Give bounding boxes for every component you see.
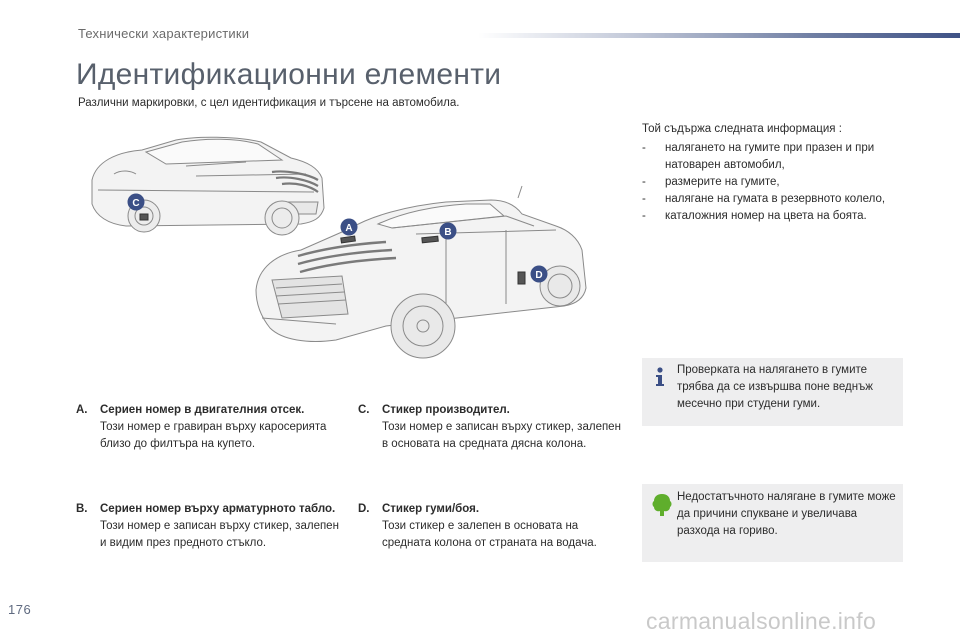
item-letter: A. xyxy=(76,404,88,416)
info-item: - наляганeто на гумите при празен и при натоварен автомобил, xyxy=(642,142,875,171)
marker-c xyxy=(128,194,145,211)
info-intro: Той съдържа следната информация : xyxy=(642,123,842,135)
item-title: Стикер гуми/боя. xyxy=(382,503,480,515)
page-title: Идентификационни елементи xyxy=(76,58,502,91)
section-title: Технически характеристики xyxy=(78,26,250,41)
info-item-text: каталожния номер на цвета на боята. xyxy=(665,210,867,222)
svg-text:C: C xyxy=(132,198,140,209)
info-icon xyxy=(651,366,669,388)
marker-a xyxy=(341,219,358,236)
item-text: Този стикер е залепен в основата на средната колона от страната на водача. xyxy=(382,520,597,549)
info-list xyxy=(642,121,912,225)
car-illustration xyxy=(86,118,606,388)
marker-b xyxy=(440,223,457,240)
item-text: Този номер е записан върху стикер, залепен в основата на средната дясна колона. xyxy=(382,421,621,450)
item-title: Сериен номер в двигателния отсек. xyxy=(100,404,305,416)
item-letter: C. xyxy=(358,404,370,416)
marker-d xyxy=(531,266,548,283)
item-letter: B. xyxy=(76,503,88,515)
header-bar xyxy=(478,33,960,38)
item-text: Този номер е гравиран върху каросерията близо до филтъра на купето. xyxy=(100,421,327,450)
info-item: - налягане на гумата в резервното колело, xyxy=(642,193,886,205)
eco-text: Недостатъчното налягане в гумите може да причини спукване и увеличава разхода на гориво. xyxy=(677,491,896,537)
item-title: Сериен номер върху арматурното табло. xyxy=(100,503,336,515)
item-letter: D. xyxy=(358,503,370,515)
tree-icon xyxy=(651,492,673,518)
eco-note xyxy=(642,484,903,562)
info-item: - каталожния номер на цвета на боята. xyxy=(642,210,867,222)
info-item-text: налягане на гумата в резервното колело, xyxy=(665,193,886,205)
page-subtitle: Различни маркировки, с цел идентификация и търсене на автомобила. xyxy=(78,97,460,109)
svg-text:D: D xyxy=(535,270,543,281)
svg-text:A: A xyxy=(345,223,353,234)
item-title: Стикер производител. xyxy=(382,404,510,416)
info-item-text: наляганeто на гумите при празен и при натоварен автомобил, xyxy=(665,142,875,171)
info-item: - размерите на гумите, xyxy=(642,176,780,188)
svg-text:B: B xyxy=(444,227,452,238)
tire-check-text: Проверката на налягането в гумите трябва да се извършва поне веднъж месечно при студени гуми. xyxy=(677,364,873,410)
tire-check-note xyxy=(642,358,903,426)
page-number: 176 xyxy=(8,602,32,617)
info-item-text: размерите на гумите, xyxy=(665,176,780,188)
item-text: Този номер е записан върху стикер, залепен и видим през предното стъкло. xyxy=(100,520,339,549)
watermark: carmanualsonline.info xyxy=(646,608,877,634)
